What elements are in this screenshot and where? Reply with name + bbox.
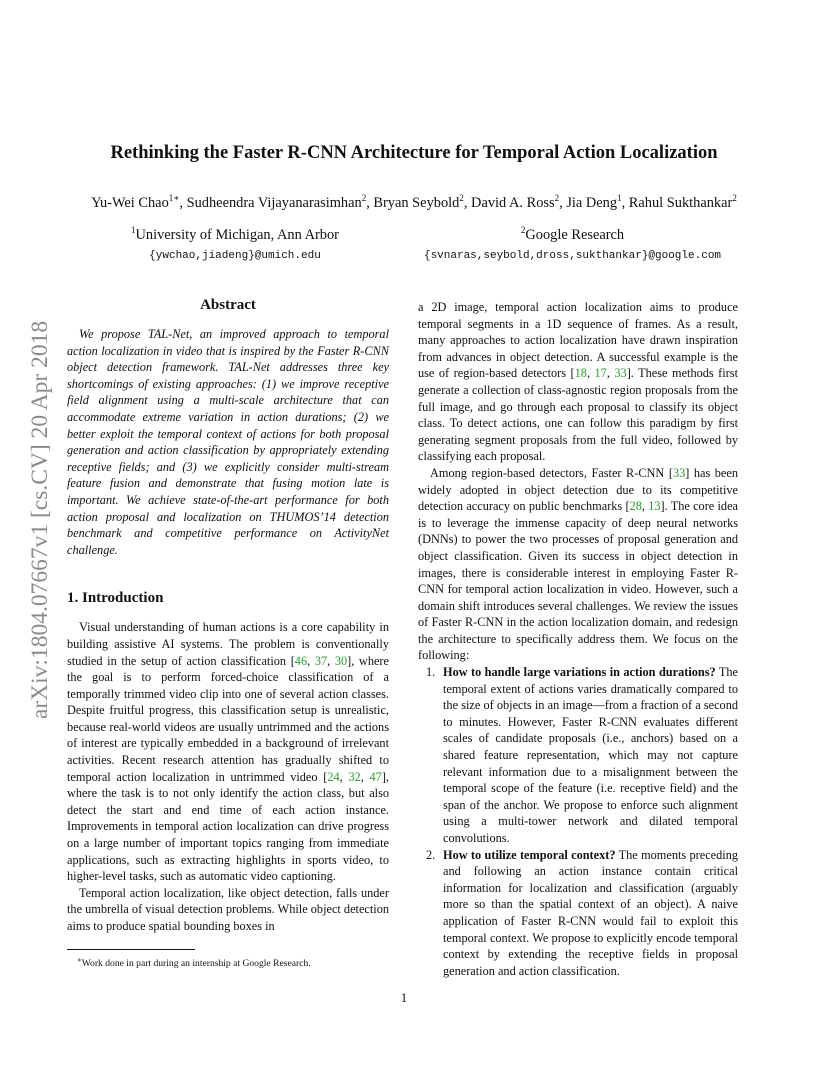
citation-link[interactable]: 46	[294, 653, 308, 668]
list-item-number: 1.	[426, 665, 436, 680]
right-paragraph-1	[418, 299, 738, 465]
list-item-heading: How to handle large variations in action durations?	[443, 665, 716, 680]
citation-link[interactable]: 32	[348, 769, 361, 784]
citation-link[interactable]: 28	[629, 499, 642, 514]
right-paragraph-2	[418, 465, 738, 664]
paragraph-text: ,	[641, 499, 649, 514]
paragraph-text: ]. These methods first generate a collection of class-agnostic region proposals from the full image, and go through each proposal to classify its object class. To detect actions, one can follow this paradigm by first generating segment proposals from the full video, followed by classifying each proposal.	[418, 366, 738, 464]
paragraph-text: ,	[307, 653, 315, 668]
author-separator: ,	[559, 195, 567, 211]
left-column	[67, 296, 389, 970]
author-name: Sudheendra Vijayanarasimhan	[186, 195, 362, 211]
introduction-paragraph-2: Temporal action localization, like object detection, falls under the umbrella of visual detection problems. While object detection aims to produce spatial bounding boxes in	[67, 885, 389, 933]
author-affiliation-mark: 2	[459, 193, 464, 204]
citation-link[interactable]: 47	[369, 769, 382, 784]
paragraph-text: ] has been widely adopted in object detection due to its competitive detection accuracy on public benchmarks [	[418, 465, 738, 514]
affiliation-2-name: Google Research	[525, 227, 625, 243]
citation-link[interactable]: 33	[614, 366, 627, 381]
author-name: Jia Deng	[566, 195, 618, 211]
paragraph-text: Among region-based detectors, Faster R-CNN [	[430, 465, 673, 480]
footnote	[77, 954, 389, 970]
affiliation-2	[400, 226, 745, 244]
author-separator: ,	[179, 195, 187, 211]
author-affiliation-mark: 2	[554, 193, 560, 204]
list-item-text	[443, 664, 738, 847]
paragraph-text: ,	[327, 653, 335, 668]
author-affiliation-mark: 2	[361, 193, 367, 204]
list-item-number: 2.	[426, 847, 436, 862]
paragraph-text: Visual understanding of human actions is a core capability in building assistive AI systems. The problem is conventionally studied in the setup of action classification [	[67, 620, 389, 668]
affiliation-1-email[interactable]: {ywchao,jiadeng}@umich.edu	[149, 250, 321, 262]
citation-link[interactable]: 18	[574, 366, 587, 381]
author-name: David A. Ross	[471, 195, 555, 211]
list-item	[418, 664, 738, 847]
arxiv-identifier: arXiv:1804.07667v1 [cs.CV] 20 Apr 2018	[27, 320, 53, 720]
citation-link[interactable]: 24	[327, 769, 340, 784]
paragraph-text: ,	[360, 769, 370, 784]
author-name: Bryan Seybold	[373, 195, 460, 211]
list-item-body: The moments preceding and following an action instance contain critical information for localization and classification (arguably more so than the spatial context of an object). A naive application of Faster R-CNN would fail to exploit this temporal context. We propose to explicitly encode temporal context by extending the receptive fields in proposal generation and action classification.	[443, 847, 739, 978]
citation-link[interactable]: 13	[648, 499, 661, 514]
footnote-mark: ∗	[77, 955, 82, 964]
focus-list	[418, 664, 738, 979]
author-list	[20, 194, 808, 212]
page-number: 1	[400, 990, 408, 1005]
citation-link[interactable]: 30	[334, 653, 348, 668]
paragraph-text: ,	[586, 366, 595, 381]
paragraph-text: ,	[339, 769, 349, 784]
list-item-text	[443, 847, 738, 980]
affiliation-1	[100, 226, 370, 244]
paragraph-text: ]. The core idea is to leverage the immense capacity of deep neural networks (DNNs) to power the two processes of proposal generation and object classification. Given its success in object detection in images, there is considerable interest in employing Faster R-CNN for temporal action localization in video. However, such a domain shift introduces several challenges. We review the issues of Faster R-CNN in the action localization domain, and redesign the architecture to specifically address them. We focus on the following:	[418, 499, 738, 663]
author-name: Yu-Wei Chao	[91, 195, 169, 211]
affiliation-2-sup: 2	[520, 225, 526, 236]
footnote-text: Work done in part during an internship at Google Research.	[81, 957, 311, 969]
author-separator: ,	[621, 195, 629, 211]
footnote-divider	[67, 949, 195, 950]
list-item	[418, 847, 738, 980]
paragraph-text: ,	[606, 366, 615, 381]
affiliation-2-email[interactable]: {svnaras,seybold,dross,sukthankar}@google.com	[423, 250, 722, 262]
abstract-heading: Abstract	[200, 297, 256, 313]
list-item-body: The temporal extent of actions varies dramatically compared to the size of objects in an image—from a fraction of a second to minutes. However, Faster R-CNN evaluates different scales of candidate proposals (i.e., anchors) based on a shared feature representation, which may not capture relevant information due to a misalignment between the temporal scope of the feature (i.e. receptive field) and the span of the anchor. We propose to enforce such alignment using a multi-tower network and dilated temporal convolutions.	[443, 665, 738, 845]
abstract-text: We propose TAL-Net, an improved approach to temporal action localization in video that is inspired by the Faster R-CNN object detection framework. TAL-Net addresses three key shortcomings of existing approaches: (1) we improve receptive field alignment using a multi-scale architecture that can accommodate extreme variation in action durations; (2) we better exploit the temporal context of actions for both proposal generation and action classification by appropriately extending receptive fields; and (3) we explicitly consider multi-stream feature fusion and demonstrate that fusing motion late is important. We achieve state-of-the-art performance for both action proposal and localization on THUMOS’14 detection benchmark and competitive performance on ActivityNet challenge.	[67, 327, 389, 557]
citation-link[interactable]: 33	[672, 465, 686, 480]
author-name: Rahul Sukthankar	[628, 195, 733, 211]
author-separator: ,	[463, 195, 472, 211]
list-item-heading: How to utilize temporal context?	[443, 847, 616, 862]
affiliation-1-name: University of Michigan, Ann Arbor	[135, 227, 339, 243]
affiliation-1-sup: 1	[131, 225, 136, 236]
introduction-heading: 1. Introduction	[67, 590, 164, 607]
author-affiliation-mark: 2	[732, 193, 737, 204]
paper-title: Rethinking the Faster R-CNN Architecture for Temporal Action Localization	[110, 143, 718, 163]
citation-link[interactable]: 37	[314, 653, 328, 668]
paragraph-text: a 2D image, temporal action localization aims to produce temporal segments in a 1D sequence of frames. As a result, many approaches to action localization have drawn inspiration from advances in object detection. A successful example is the use of region-based detectors [	[418, 300, 738, 381]
author-affiliation-mark: 1	[617, 193, 622, 204]
paragraph-text: ], where the task is to not only identify the action class, but also detect the start and end time of each action instance. Improvements in temporal action localization can drive progress on a large number of important topics ranging from immediate applications, such as extracting highlights in sports video, to higher-level tasks, such as automatic video captioning.	[67, 769, 389, 884]
citation-link[interactable]: 17	[594, 366, 607, 381]
right-column	[418, 299, 738, 979]
author-affiliation-mark: 1∗	[168, 193, 180, 204]
introduction-paragraph-1	[67, 619, 389, 885]
paragraph-text: ], where the goal is to perform forced-choice classification of a temporally trimmed video clip into one of several action classes. Despite fruitful progress, this classification setup is unrealistic, because real-world videos are usually untrimmed and the actions of interest are typically embedded in a background of irrelevant activities. Recent research attention has gradually shifted to temporal action localization in untrimmed video [	[67, 653, 389, 784]
author-separator: ,	[366, 195, 374, 211]
